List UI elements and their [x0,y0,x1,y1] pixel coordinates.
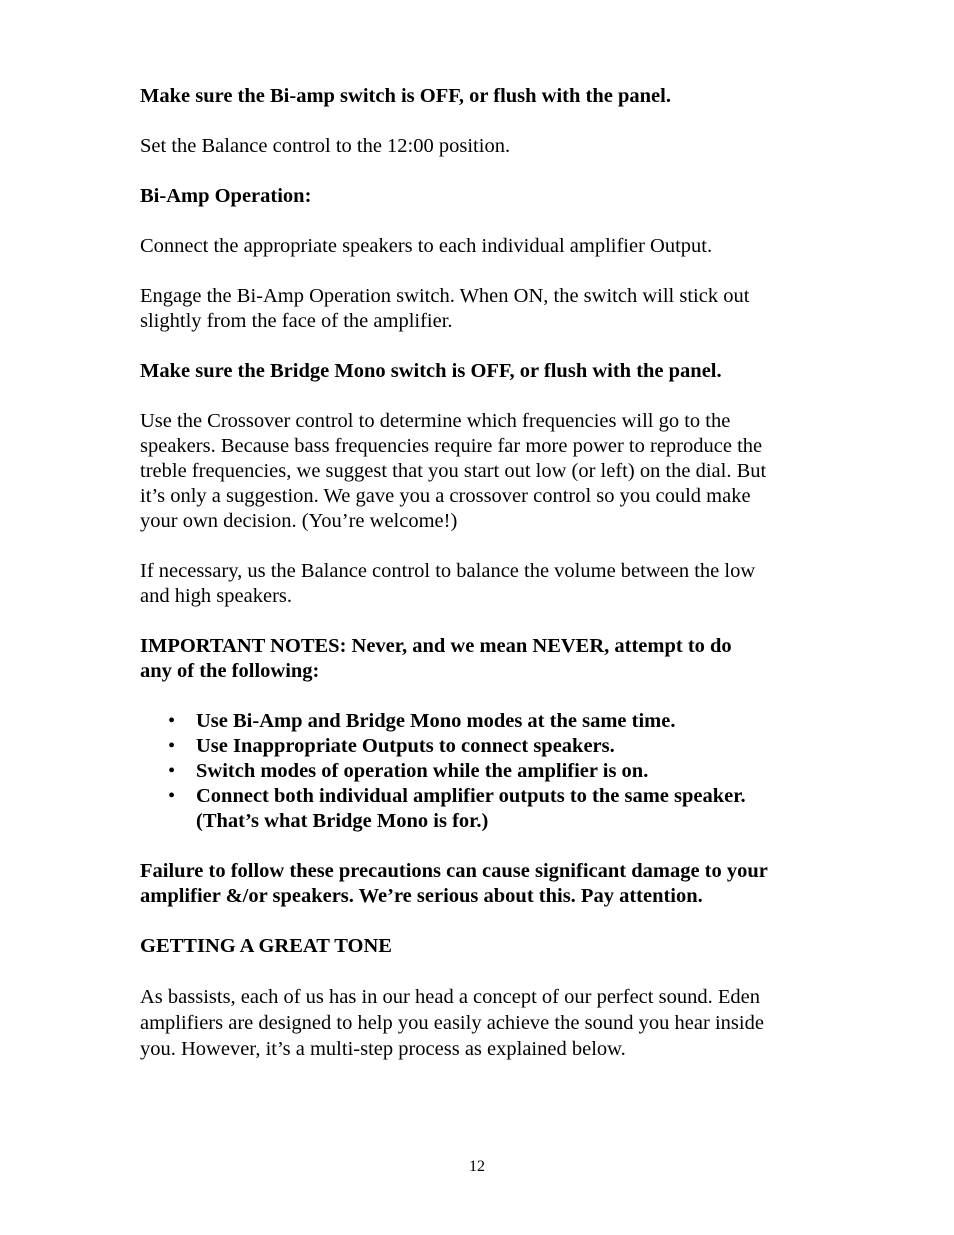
important-notes [140,634,830,684]
text-line: slightly from the face of the amplifier. [140,310,453,332]
text-line: it’s only a suggestion. We gave you a crossover control so you could make [140,485,751,507]
biamp-operation-heading: Bi-Amp Operation: [140,185,312,207]
crossover-paragraph [140,409,830,534]
text-line: As bassists, each of us has in our head a concept of our perfect sound. Eden [140,986,760,1008]
bullet-icon: • [168,735,176,757]
bullet-icon: • [168,785,176,807]
text-line: treble frequencies, we suggest that you start out low (or left) on the dial. But [140,460,767,482]
biamp-switch-note: Make sure the Bi-amp switch is OFF, or flush with the panel. [140,85,671,107]
text-line: If necessary, us the Balance control to balance the volume between the low [140,560,756,582]
text-line: IMPORTANT NOTES: Never, and we mean NEVER, attempt to do [140,635,732,657]
page-number: 12 [469,1158,485,1175]
list-item [140,759,830,784]
bullet-icon: • [168,760,176,782]
list-item-text: Connect both individual amplifier outputs to the same speaker. [196,785,746,807]
engage-switch-paragraph [140,284,830,334]
text-line: you. However, it’s a multi-step process as explained below. [140,1038,626,1060]
text-line: amplifiers are designed to help you easily achieve the sound you hear inside [140,1012,764,1034]
balance-paragraph [140,559,830,609]
warning-list [140,709,830,834]
bullet-icon: • [168,710,176,732]
text-line: your own decision. (You’re welcome!) [140,510,458,532]
text-line: amplifier &/or speakers. We’re serious about this. Pay attention. [140,885,703,907]
list-item [140,734,830,759]
text-line: Engage the Bi-Amp Operation switch. When ON, the switch will stick out [140,285,750,307]
list-item-text: Switch modes of operation while the amplifier is on. [196,760,649,782]
list-item [140,709,830,734]
list-item-text: Use Inappropriate Outputs to connect speakers. [196,735,615,757]
balance-instruction: Set the Balance control to the 12:00 position. [140,135,511,157]
text-line: Failure to follow these precautions can cause significant damage to your [140,860,768,882]
connect-speakers-instruction: Connect the appropriate speakers to each individual amplifier Output. [140,235,713,257]
bridge-mono-switch-note: Make sure the Bridge Mono switch is OFF, or flush with the panel. [140,360,722,382]
text-line: Use the Crossover control to determine which frequencies will go to the [140,410,731,432]
list-item-text: Use Bi-Amp and Bridge Mono modes at the same time. [196,710,676,732]
text-line: any of the following: [140,660,320,682]
great-tone-heading: GETTING A GREAT TONE [140,935,392,957]
document-body [140,84,830,1087]
text-line: and high speakers. [140,585,292,607]
precautions-warning [140,859,830,909]
text-line: speakers. Because bass frequencies require far more power to reproduce the [140,435,763,457]
list-item [140,784,830,834]
list-item-text: (That’s what Bridge Mono is for.) [196,810,489,832]
bassists-paragraph [140,984,830,1062]
